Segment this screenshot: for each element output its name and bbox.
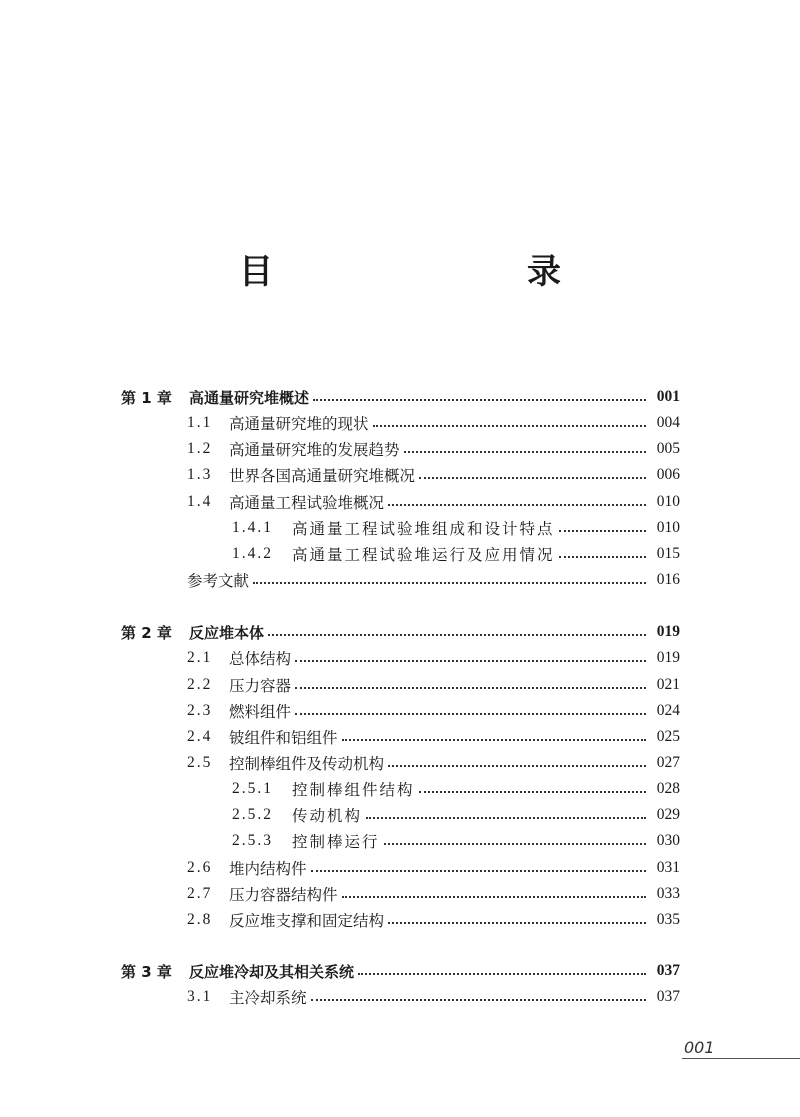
toc-entry-page: 025 — [656, 728, 680, 745]
dot-leader — [388, 503, 646, 506]
page-number: 001 — [684, 1038, 715, 1057]
dot-leader — [366, 816, 646, 819]
toc-entry[interactable] — [187, 438, 680, 460]
toc-entry-title: 世界各国高通量研究堆概况 — [229, 467, 416, 485]
toc-entry-number: 2.5.1 — [232, 780, 273, 797]
toc-entry-number: 1.4.2 — [232, 545, 273, 562]
toc-entry-title: 反应堆支撑和固定结构 — [229, 912, 385, 930]
dot-leader — [295, 659, 646, 662]
dot-leader — [419, 790, 646, 793]
toc-entry[interactable] — [187, 857, 680, 879]
toc-entry[interactable] — [121, 621, 680, 643]
toc-entry[interactable] — [187, 674, 680, 696]
toc-entry[interactable] — [232, 543, 680, 565]
toc-entry-page: 006 — [656, 466, 680, 483]
toc-entry[interactable] — [187, 491, 680, 513]
toc-entry-number: 2.2 — [187, 676, 213, 693]
dot-leader — [388, 921, 646, 924]
toc-entry-page: 001 — [656, 388, 680, 405]
toc-entry-page: 037 — [656, 962, 680, 979]
toc-entry-title: 压力容器 — [229, 677, 292, 695]
dot-leader — [559, 529, 646, 532]
toc-entry[interactable] — [187, 752, 680, 774]
toc-entry[interactable] — [187, 569, 680, 591]
toc-entry-number: 第 3 章 — [121, 962, 172, 981]
dot-leader — [373, 424, 646, 427]
toc-entry-title: 控制棒组件及传动机构 — [229, 755, 385, 773]
toc-entry-page: 027 — [656, 754, 680, 771]
toc-entry-title: 高通量研究堆的现状 — [229, 415, 369, 433]
dot-leader — [342, 738, 646, 741]
toc-entry-title: 反应堆本体 — [189, 623, 265, 642]
dot-leader — [388, 764, 646, 767]
toc-entry-number: 2.4 — [187, 728, 213, 745]
toc-entry-page: 010 — [656, 519, 680, 536]
dot-leader — [311, 869, 646, 872]
toc-entry-title: 控制棒组件结构 — [292, 781, 415, 799]
dot-leader — [358, 972, 646, 975]
toc-entry-page: 015 — [656, 545, 680, 562]
toc-entry-number: 2.7 — [187, 885, 213, 902]
toc-entry[interactable] — [232, 830, 680, 852]
dot-leader — [268, 633, 646, 636]
dot-leader — [295, 686, 646, 689]
toc-entry[interactable] — [187, 647, 680, 669]
toc-entry-number: 1.1 — [187, 414, 213, 431]
toc-entry[interactable] — [187, 883, 680, 905]
toc-entry-page: 035 — [656, 911, 680, 928]
toc-entry-title: 高通量工程试验堆运行及应用情况 — [292, 546, 555, 564]
toc-entry-title: 燃料组件 — [229, 703, 292, 721]
toc-entry-number: 2.3 — [187, 702, 213, 719]
toc-entry-page: 019 — [656, 623, 680, 640]
toc-entry-page: 028 — [656, 780, 680, 797]
toc-entry-title: 高通量工程试验堆组成和设计特点 — [292, 520, 555, 538]
toc-entry-number: 1.4 — [187, 493, 213, 510]
toc-entry[interactable] — [232, 517, 680, 539]
toc-entry-number: 1.4.1 — [232, 519, 273, 536]
toc-entry-page: 033 — [656, 885, 680, 902]
dot-leader — [295, 712, 646, 715]
toc-entry-title: 总体结构 — [229, 650, 292, 668]
toc-entry-number: 2.5.2 — [232, 806, 273, 823]
toc-entry[interactable] — [187, 986, 680, 1008]
toc-entry[interactable] — [187, 464, 680, 486]
toc-entry[interactable] — [232, 778, 680, 800]
toc-entry-number: 2.5.3 — [232, 832, 273, 849]
dot-leader — [342, 895, 646, 898]
dot-leader — [419, 476, 646, 479]
toc-entry-number: 2.1 — [187, 649, 213, 666]
toc-entry[interactable] — [232, 804, 680, 826]
dot-leader — [384, 842, 646, 845]
toc-entry-number: 1.2 — [187, 440, 213, 457]
dot-leader — [253, 581, 646, 584]
dot-leader — [404, 450, 646, 453]
dot-leader — [559, 555, 646, 558]
toc-entry-page: 005 — [656, 440, 680, 457]
toc-entry-page: 029 — [656, 806, 680, 823]
toc-entry[interactable] — [187, 726, 680, 748]
toc-entry-title: 高通量研究堆的发展趋势 — [229, 441, 400, 459]
footer-rule — [682, 1058, 800, 1059]
toc-entry-number: 2.5 — [187, 754, 213, 771]
toc-entry-number: 3.1 — [187, 988, 213, 1005]
toc-entry[interactable] — [121, 386, 680, 408]
toc-entry-page: 021 — [656, 676, 680, 693]
toc-entry-page: 030 — [656, 832, 680, 849]
toc-entry-title: 参考文献 — [187, 572, 250, 590]
toc-entry-number: 1.3 — [187, 466, 213, 483]
dot-leader — [313, 398, 646, 401]
toc-entry[interactable] — [187, 700, 680, 722]
dot-leader — [311, 998, 646, 1001]
toc-entry-title: 压力容器结构件 — [229, 886, 338, 904]
toc-entry-page: 004 — [656, 414, 680, 431]
toc-entry-title: 反应堆冷却及其相关系统 — [189, 962, 355, 981]
toc-entry[interactable] — [187, 909, 680, 931]
toc-entry-title: 控制棒运行 — [292, 833, 380, 851]
toc-entry-page: 024 — [656, 702, 680, 719]
toc-entry-title: 高通量研究堆概述 — [189, 388, 310, 407]
toc-entry[interactable] — [121, 960, 680, 982]
toc-entry-number: 第 1 章 — [121, 388, 172, 407]
toc-entry-title: 主冷却系统 — [229, 989, 307, 1007]
toc-entry-page: 031 — [656, 859, 680, 876]
toc-entry-page: 037 — [656, 988, 680, 1005]
toc-entry-title: 传动机构 — [292, 807, 363, 825]
toc-entry-number: 第 2 章 — [121, 623, 172, 642]
toc-entry[interactable] — [187, 412, 680, 434]
toc-entry-title: 高通量工程试验堆概况 — [229, 494, 385, 512]
toc-entry-number: 2.6 — [187, 859, 213, 876]
toc-entry-page: 019 — [656, 649, 680, 666]
toc-entry-page: 010 — [656, 493, 680, 510]
toc-entry-number: 2.8 — [187, 911, 213, 928]
toc-entry-title: 堆内结构件 — [229, 860, 307, 878]
toc-entry-page: 016 — [656, 571, 680, 588]
page-title: 目 录 — [239, 252, 623, 292]
toc-entry-title: 铍组件和铝组件 — [229, 729, 338, 747]
